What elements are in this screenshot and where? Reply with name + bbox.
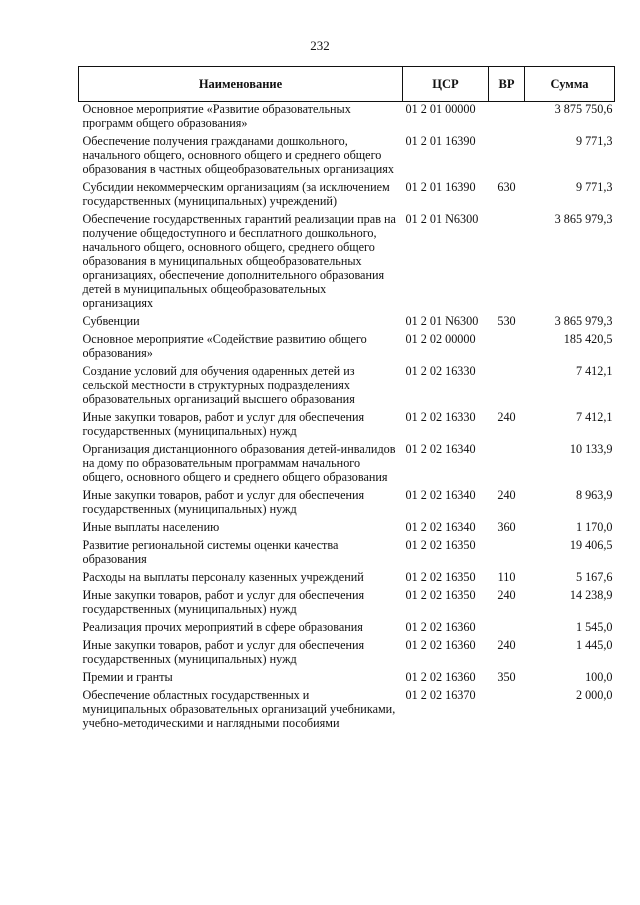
row-vr: 350 (497, 670, 516, 684)
table-row (79, 688, 615, 734)
row-name: Иные закупки товаров, работ и услуг для обеспечения государственных (муниципальных) нужд (82, 410, 365, 438)
table-row (79, 588, 615, 620)
row-sum: 10 133,9 (569, 442, 613, 456)
table-body (79, 102, 615, 735)
row-csr: 01 2 02 16350 (405, 538, 476, 552)
row-csr: 01 2 02 16330 (405, 364, 476, 378)
budget-table (78, 66, 615, 734)
table-row (79, 102, 615, 135)
table-row (79, 570, 615, 588)
table-row (79, 442, 615, 488)
row-sum: 3 875 750,6 (554, 102, 613, 116)
header-csr: ЦСР (403, 67, 489, 102)
row-vr (489, 442, 525, 488)
table-row (79, 314, 615, 332)
row-csr: 01 2 02 16350 (405, 588, 476, 602)
table-row (79, 134, 615, 180)
row-vr: 360 (497, 520, 516, 534)
row-sum: 1 445,0 (575, 638, 613, 652)
table-row (79, 180, 615, 212)
row-csr: 01 2 02 16330 (405, 410, 476, 424)
row-vr: 630 (497, 180, 516, 194)
table-row (79, 670, 615, 688)
header-vr: ВР (489, 67, 525, 102)
row-name: Создание условий для обучения одаренных детей из сельской местности в структурных подразделениях образовательных организаций высшего образования (82, 364, 355, 406)
row-vr (489, 620, 525, 638)
row-vr: 240 (497, 488, 516, 502)
row-csr: 01 2 02 16340 (405, 520, 476, 534)
row-vr (489, 538, 525, 570)
row-name: Обеспечение областных государственных и муниципальных образовательных организаций учебниками, учебно-методическими и наглядными пособиями (82, 688, 396, 730)
table-row (79, 364, 615, 410)
row-csr: 01 2 02 16360 (405, 670, 476, 684)
row-vr: 240 (497, 410, 516, 424)
row-csr: 01 2 02 16340 (405, 442, 476, 456)
row-sum: 8 963,9 (575, 488, 613, 502)
row-csr: 01 2 02 16360 (405, 638, 476, 652)
row-sum: 3 865 979,3 (554, 314, 613, 328)
row-vr (489, 688, 525, 734)
table-header (79, 67, 615, 102)
row-csr: 01 2 01 N6300 (405, 314, 479, 328)
row-sum: 14 238,9 (569, 588, 613, 602)
table-row (79, 638, 615, 670)
table-row (79, 212, 615, 314)
row-csr: 01 2 01 16390 (405, 134, 476, 148)
row-csr: 01 2 01 16390 (405, 180, 476, 194)
row-sum: 1 170,0 (575, 520, 613, 534)
table-row (79, 410, 615, 442)
row-vr: 240 (497, 638, 516, 652)
row-vr (489, 102, 525, 135)
row-sum: 9 771,3 (575, 180, 613, 194)
row-csr: 01 2 02 00000 (405, 332, 476, 346)
row-csr: 01 2 02 16350 (405, 570, 476, 584)
header-row (79, 67, 615, 102)
row-vr (489, 212, 525, 314)
row-vr (489, 364, 525, 410)
row-vr: 530 (497, 314, 516, 328)
row-sum: 7 412,1 (575, 410, 613, 424)
row-name: Субсидии некоммерческим организациям (за исключением государственных (муниципальных) учреждений) (82, 180, 390, 208)
row-name: Премии и гранты (82, 670, 173, 684)
table-row (79, 488, 615, 520)
row-csr: 01 2 02 16370 (405, 688, 476, 702)
row-sum: 5 167,6 (575, 570, 613, 584)
header-name: Наименование (79, 67, 403, 102)
row-vr: 240 (497, 588, 516, 602)
row-name: Основное мероприятие «Содействие развитию общего образования» (82, 332, 367, 360)
table-row (79, 520, 615, 538)
row-sum: 100,0 (585, 670, 613, 684)
row-csr: 01 2 01 00000 (405, 102, 476, 116)
header-sum: Сумма (525, 67, 615, 102)
row-name: Иные закупки товаров, работ и услуг для обеспечения государственных (муниципальных) нужд (82, 488, 365, 516)
row-name: Обеспечение государственных гарантий реализации прав на получение общедоступного и бесплатного дошкольного, начального общего, основного общего, среднего общего образования в муниципальных общеобразовательных организациях, обеспечение дополнительного образования детей в муниципальных общеобразовательных организациях (82, 212, 396, 310)
row-csr: 01 2 02 16340 (405, 488, 476, 502)
row-sum: 2 000,0 (575, 688, 613, 702)
row-sum: 19 406,5 (569, 538, 613, 552)
row-name: Субвенции (82, 314, 140, 328)
row-csr: 01 2 02 16360 (405, 620, 476, 634)
page-number: 232 (310, 38, 330, 53)
row-name: Основное мероприятие «Развитие образовательных программ общего образования» (82, 102, 351, 130)
row-vr: 110 (497, 570, 516, 584)
row-name: Иные выплаты населению (82, 520, 220, 534)
row-name: Расходы на выплаты персоналу казенных учреждений (82, 570, 364, 584)
row-name: Иные закупки товаров, работ и услуг для обеспечения государственных (муниципальных) нужд (82, 638, 365, 666)
row-sum: 185 420,5 (563, 332, 613, 346)
row-sum: 9 771,3 (575, 134, 613, 148)
row-name: Развитие региональной системы оценки качества образования (82, 538, 339, 566)
row-name: Реализация прочих мероприятий в сфере образования (82, 620, 363, 634)
table-row (79, 332, 615, 364)
table-row (79, 538, 615, 570)
row-sum: 3 865 979,3 (554, 212, 613, 226)
row-name: Иные закупки товаров, работ и услуг для обеспечения государственных (муниципальных) нужд (82, 588, 365, 616)
row-sum: 1 545,0 (575, 620, 613, 634)
row-sum: 7 412,1 (575, 364, 613, 378)
row-vr (489, 332, 525, 364)
row-name: Обеспечение получения гражданами дошкольного, начального общего, основного общего и среднего общего образования в частных общеобразовательных организациях (82, 134, 395, 176)
row-csr: 01 2 01 N6300 (405, 212, 479, 226)
row-vr (489, 134, 525, 180)
table-row (79, 620, 615, 638)
row-name: Организация дистанционного образования детей-инвалидов на дому по образовательным программам начального общего, основного общего и среднего общего образования (82, 442, 396, 484)
